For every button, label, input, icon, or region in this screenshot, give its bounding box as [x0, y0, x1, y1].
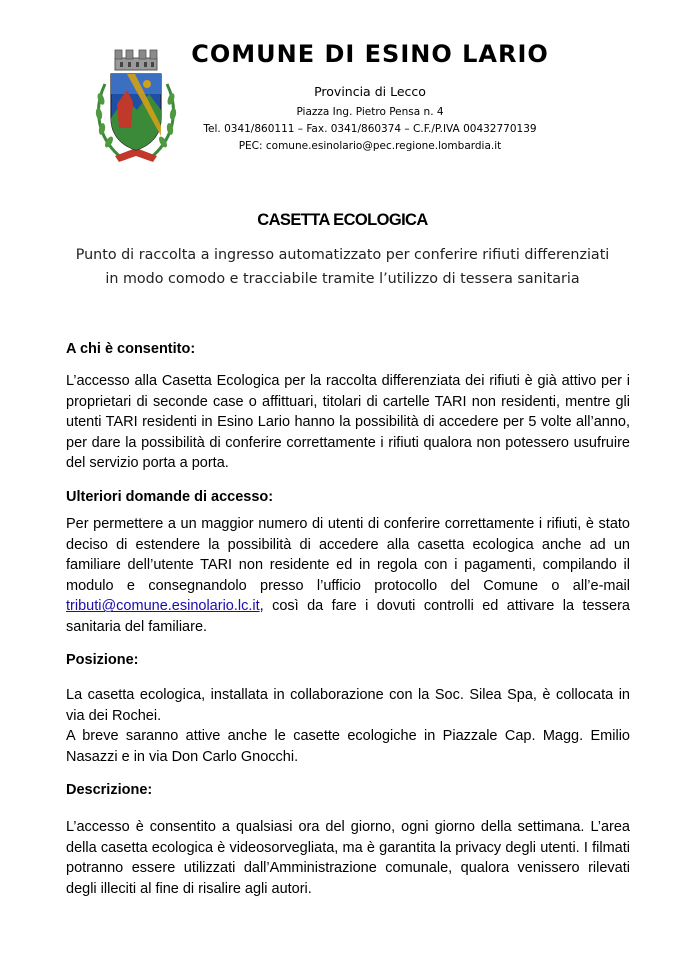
description-text: L’accesso è consentito a qualsiasi ora del giorno, ogni giorno della settimana. L’area della casetta ecologica è videosorvegliata, ma è garantita la privacy degli utenti. I filmati potranno essere utilizzati dall’Amministrazione comunale, qualora venissero rilevati degli illeciti al fine di risalire agli autori.	[66, 819, 630, 897]
subtitle-line-2: in modo comodo e tracciabile tramite l’utilizzo di tessera sanitaria	[105, 271, 580, 287]
tributi-email-link[interactable]: tributi@comune.esinolario.lc.it	[66, 598, 260, 615]
description-heading: Descrizione:	[66, 782, 153, 798]
access-paragraph	[66, 371, 630, 474]
requests-heading: Ulteriori domande di accesso:	[66, 489, 274, 505]
address-line: Piazza Ing. Pietro Pensa n. 4	[296, 106, 444, 118]
requests-text-after: , così da fare i dovuti controlli ed attivare la tessera sanitaria del familiare.	[66, 598, 630, 635]
contacts-line: Tel. 0341/860111 – Fax. 0341/860374 – C.F./P.IVA 00432770139	[203, 123, 537, 135]
access-heading: A chi è consentito:	[66, 341, 196, 357]
pec-line: PEC: comune.esinolario@pec.regione.lombardia.it	[238, 140, 502, 152]
position-heading: Posizione:	[66, 652, 139, 668]
position-paragraph	[66, 685, 630, 767]
position-text-1: La casetta ecologica, installata in collaborazione con la Soc. Silea Spa, è collocata in via dei Rochei.	[66, 687, 630, 724]
municipality-title: COMUNE DI ESINO LARIO	[191, 40, 549, 68]
subtitle-line-1: Punto di raccolta a ingresso automatizzato per conferire rifiuti differenziati	[75, 247, 610, 263]
requests-text-before: Per permettere a un maggior numero di utenti di conferire correttamente i rifiuti, è stato deciso di estendere la possibilità di accedere alla casetta ecologica anche ad un familiare dell’utente TARI non residente ed in regola con i pagamenti, compilando il modulo e consegnandolo presso l’ufficio protocollo del Comune o all’e-mail	[66, 516, 630, 594]
requests-paragraph	[66, 514, 630, 638]
document-title: CASETTA ECOLOGICA	[257, 211, 428, 229]
position-text-2: A breve saranno attive anche le casette ecologiche in Piazzale Cap. Magg. Emilio Nasazzi e in via Don Carlo Gnocchi.	[66, 728, 630, 765]
description-paragraph	[66, 817, 630, 899]
esino-lario-coat-of-arms-icon	[93, 44, 179, 168]
access-text: L’accesso alla Casetta Ecologica per la raccolta differenziata dei rifiuti è già attivo per i proprietari di seconde case o affittuari, titolari di cartelle TARI non residenti, mentre gli utenti TARI residenti in Esino Lario hanno la possibilità di accedere per 5 volte all’anno, per dare la possibilità di conferire correttamente i rifiuti qualora non potessero usufruire del servizio porta a porta.	[66, 373, 630, 472]
province-line: Provincia di Lecco	[314, 84, 426, 99]
document-subtitle	[40, 243, 645, 291]
